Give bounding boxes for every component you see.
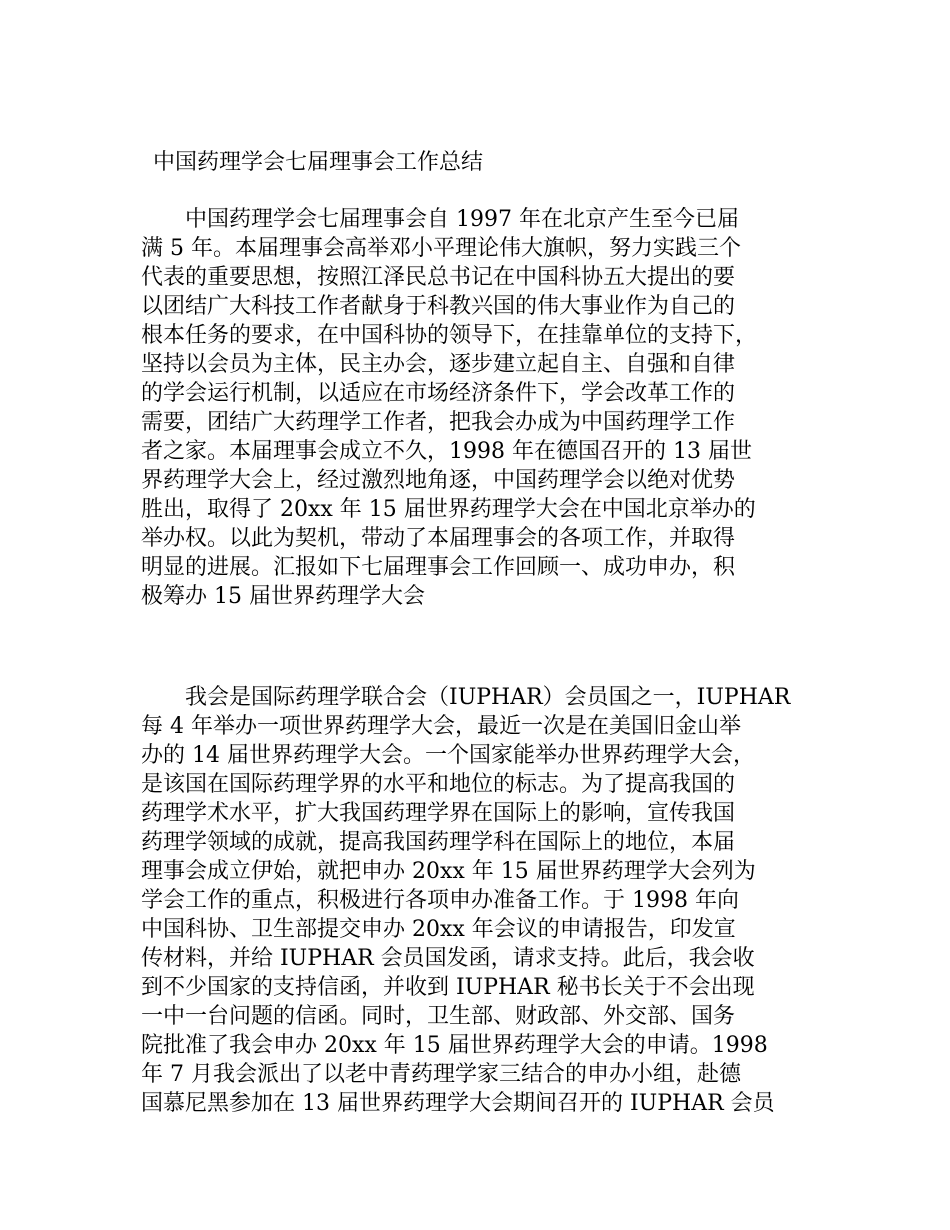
paragraph-line: 一中一台问题的信函。同时，卫生部、财政部、外交部、国务 [141, 1004, 736, 1029]
paragraph-line: 是该国在国际药理学界的水平和地位的标志。为了提高我国的 [141, 772, 736, 797]
paragraph-line: 举办权。以此为契机，带动了本届理事会的各项工作，并取得 [141, 526, 736, 551]
paragraph-line: 药理学领域的成就，提高我国药理学科在国际上的地位，本届 [141, 830, 736, 855]
paragraph-line: 传材料，并给 IUPHAR 会员国发函，请求支持。此后，我会收 [141, 946, 755, 971]
paragraph-line: 理事会成立伊始，就把申办 20xx 年 15 届世界药理学大会列为 [141, 859, 756, 884]
paragraph-line: 我会是国际药理学联合会（IUPHAR）会员国之一，IUPHAR [141, 685, 791, 710]
paragraph-line: 根本任务的要求，在中国科协的领导下，在挂靠单位的支持下， [141, 323, 758, 348]
paragraph-2 [141, 683, 821, 1118]
document-title: 中国药理学会七届理事会工作总结 [153, 150, 484, 175]
paragraph-line: 中国药理学会七届理事会自 1997 年在北京产生至今已届 [141, 207, 739, 232]
paragraph-line: 需要，团结广大药理学工作者，把我会办成为中国药理学工作 [141, 410, 736, 435]
paragraph-line: 的学会运行机制，以适应在市场经济条件下，学会改革工作的 [141, 381, 736, 406]
paragraph-line: 者之家。本届理事会成立不久，1998 年在德国召开的 13 届世 [141, 439, 752, 464]
paragraph-line: 代表的重要思想，按照江泽民总书记在中国科协五大提出的要 [141, 265, 736, 290]
paragraph-line: 学会工作的重点，积极进行各项申办准备工作。于 1998 年向 [141, 888, 739, 913]
paragraph-line: 药理学术水平，扩大我国药理学界在国际上的影响，宣传我国 [141, 801, 736, 826]
paragraph-line: 到不少国家的支持信函，并收到 IUPHAR 秘书长关于不会出现 [141, 975, 755, 1000]
paragraph-line: 明显的进展。汇报如下七届理事会工作回顾一、成功申办，积 [141, 555, 736, 580]
paragraph-line: 年 7 月我会派出了以老中青药理学家三结合的申办小组，赴德 [141, 1062, 741, 1087]
paragraph-1 [141, 205, 821, 611]
paragraph-line: 办的 14 届世界药理学大会。一个国家能举办世界药理学大会， [141, 743, 755, 768]
paragraph-line: 胜出，取得了 20xx 年 15 届世界药理学大会在中国北京举办的 [141, 497, 756, 522]
paragraph-line: 院批准了我会申办 20xx 年 15 届世界药理学大会的申请。1998 [141, 1033, 768, 1058]
paragraph-line: 每 4 年举办一项世界药理学大会，最近一次是在美国旧金山举 [141, 714, 741, 739]
paragraph-line: 界药理学大会上，经过激烈地角逐，中国药理学会以绝对优势 [141, 468, 736, 493]
paragraph-line: 中国科协、卫生部提交申办 20xx 年会议的申请报告，印发宣 [141, 917, 736, 942]
paragraph-line: 以团结广大科技工作者献身于科教兴国的伟大事业作为自己的 [141, 294, 736, 319]
paragraph-line: 国慕尼黑参加在 13 届世界药理学大会期间召开的 IUPHAR 会员 [141, 1091, 775, 1116]
paragraph-line: 满 5 年。本届理事会高举邓小平理论伟大旗帜，努力实践三个 [141, 236, 741, 261]
paragraph-line: 极筹办 15 届世界药理学大会 [141, 584, 425, 609]
paragraph-line: 坚持以会员为主体，民主办会，逐步建立起自主、自强和自律 [141, 352, 736, 377]
